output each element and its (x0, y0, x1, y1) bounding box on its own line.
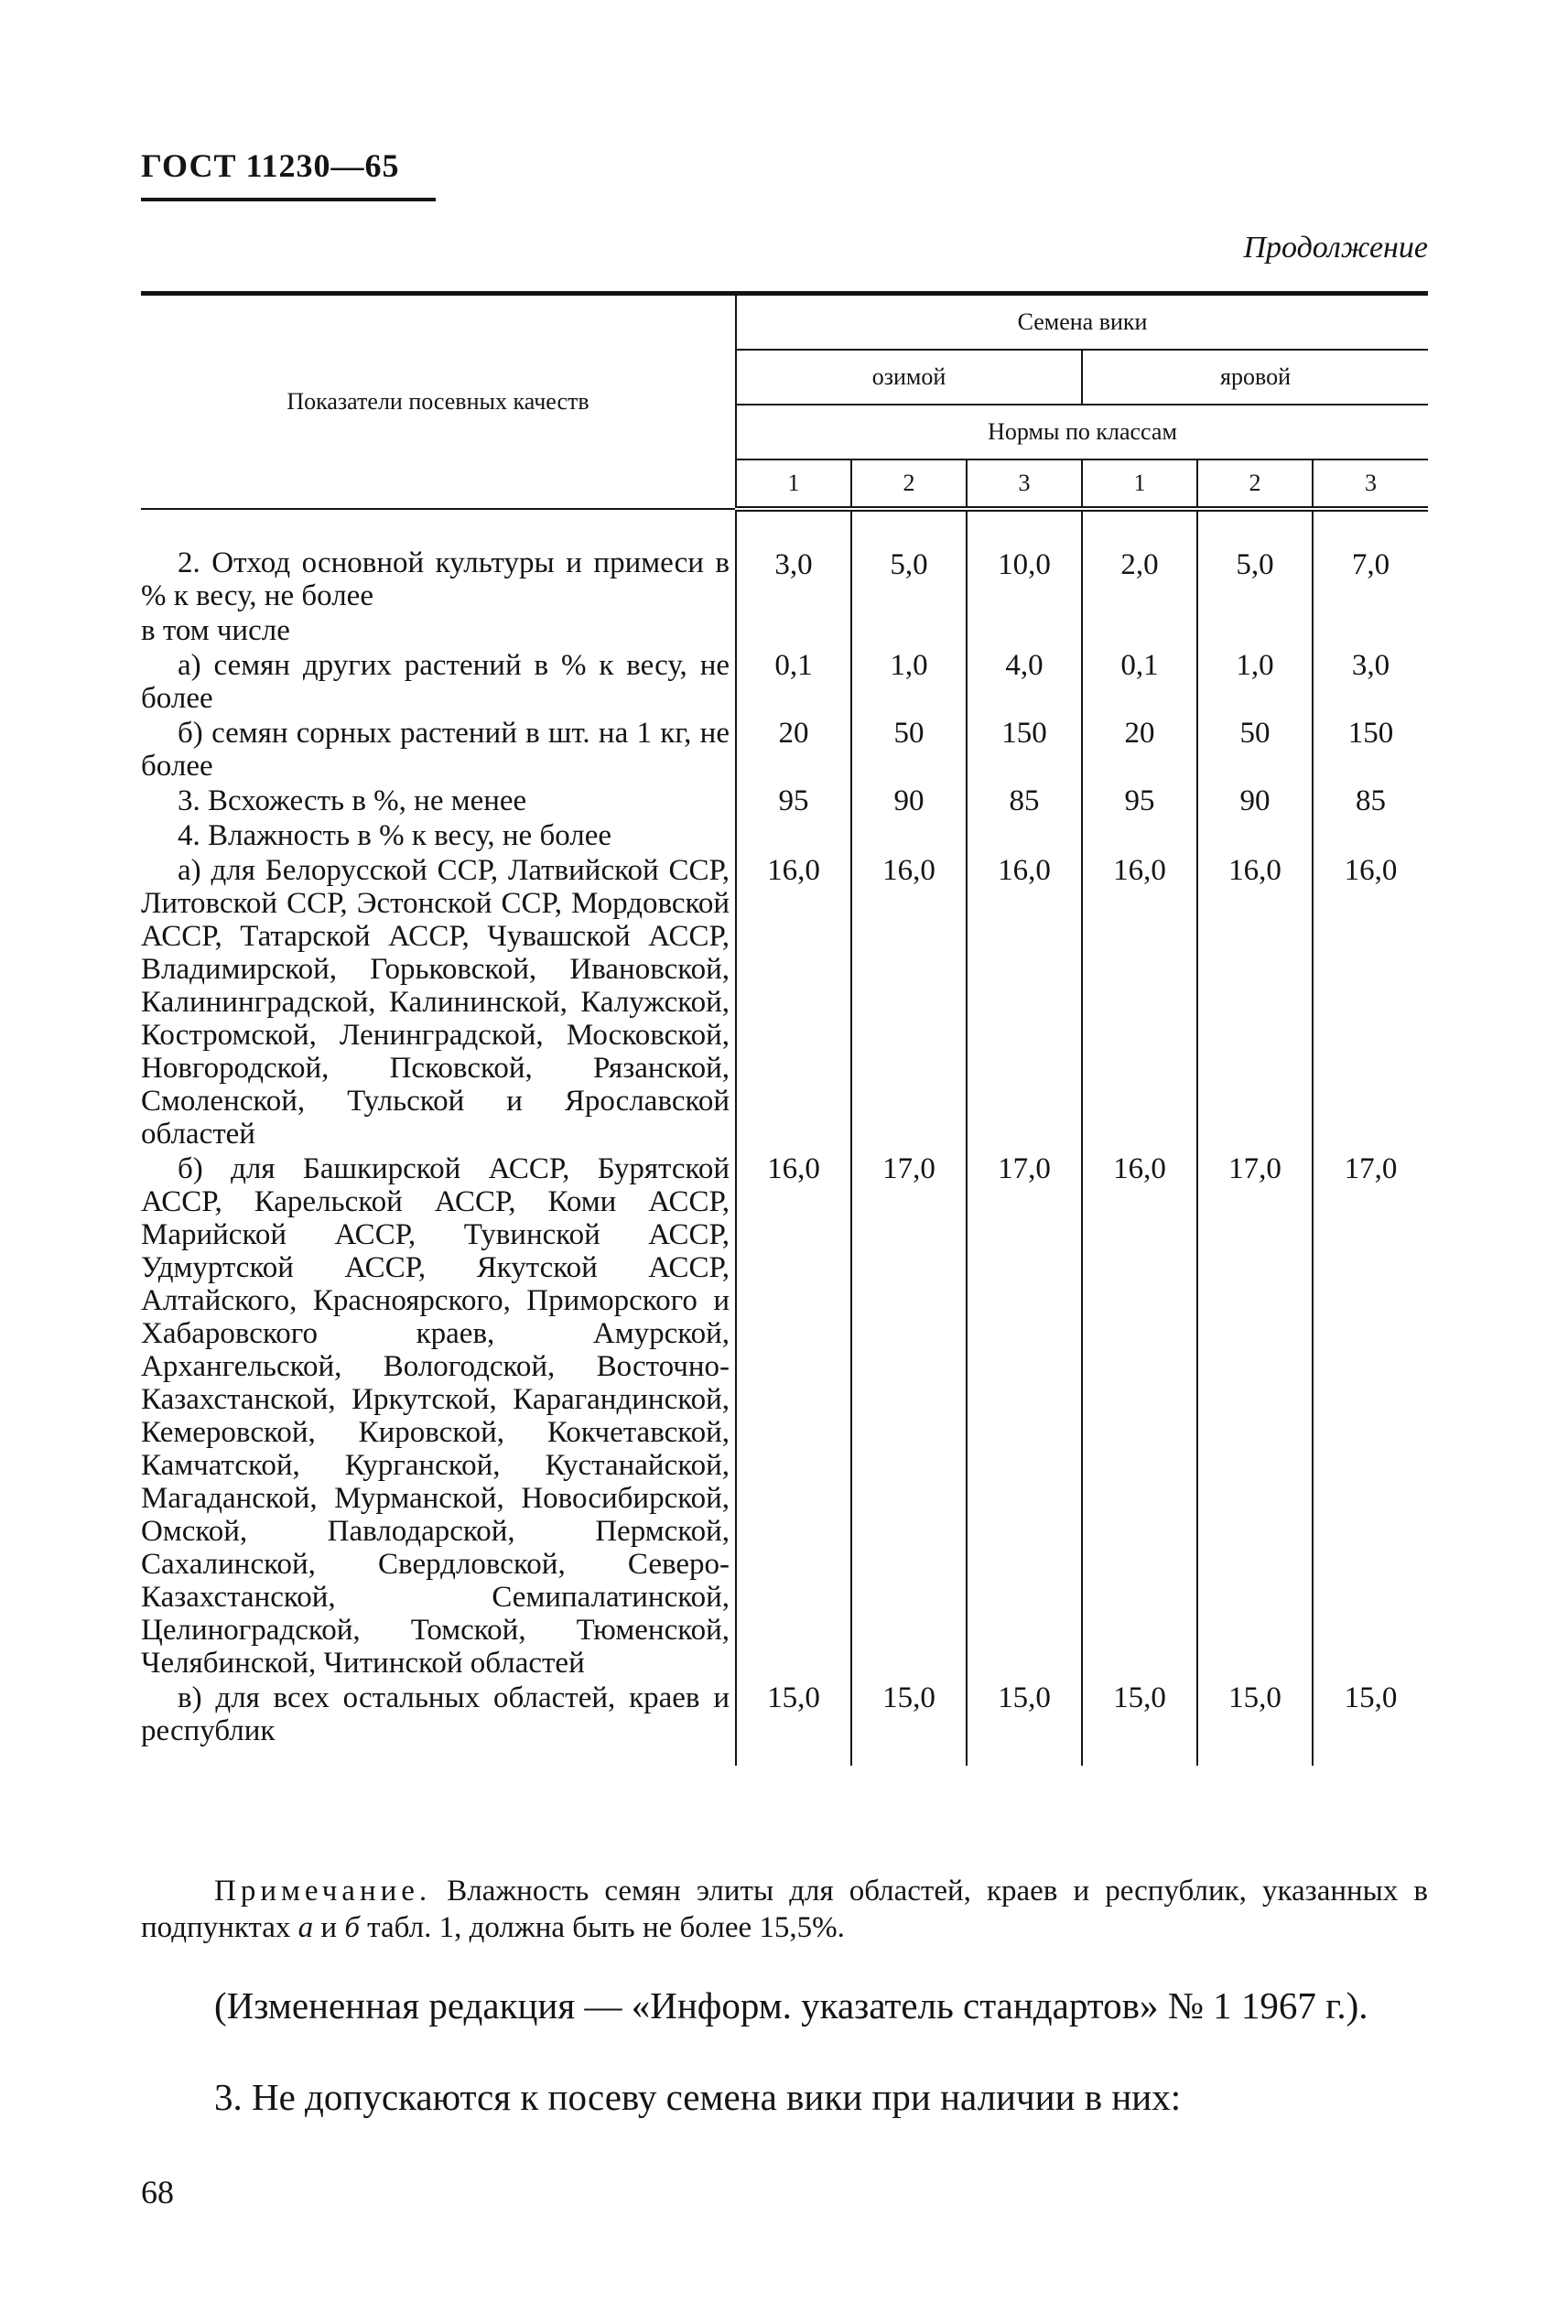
table-row (141, 509, 1428, 612)
class-header: 2 (851, 459, 967, 509)
standard-number: ГОСТ 11230—65 (141, 147, 400, 184)
table-cell: 17,0 (1197, 1151, 1313, 1680)
table-cell: 10,0 (967, 509, 1082, 612)
class-header: 3 (967, 459, 1082, 509)
table-cell: 0,1 (736, 647, 851, 715)
table-cell (967, 612, 1082, 647)
table-cell (736, 817, 851, 852)
row-label: а) для Белорусской ССР, Латвийской ССР, Литовской ССР, Эстонской ССР, Мордовской АССР, Татарской АССР, Чувашской АССР, Владимирской, Горьковской, Ивановской, Калининградской, Калининской, Калужской, Костромской, Ленинградской, Московской, Новгородской, Псковской, Рязанской, Смоленской, Тульской и Ярославской областей (141, 852, 736, 1151)
table-cell: 150 (967, 715, 1082, 783)
spring-vetch-header: яровой (1082, 350, 1428, 405)
table-cell: 90 (851, 783, 967, 817)
continuation-label: Продолжение (1243, 231, 1428, 265)
table-cell: 17,0 (967, 1151, 1082, 1680)
table-cell (851, 612, 967, 647)
table-cell (851, 817, 967, 852)
table-cell (736, 612, 851, 647)
row-label: а) семян других растений в % к весу, не более (141, 647, 736, 715)
row-label: б) семян сорных растений в шт. на 1 кг, не более (141, 715, 736, 783)
table-note (141, 1873, 1428, 1946)
clause-3: 3. Не допускаются к посеву семена вики при наличии в них: (214, 2076, 1182, 2118)
table-cell (1313, 817, 1428, 852)
table-cell: 85 (1356, 784, 1387, 817)
table-cell: 0,1 (1082, 647, 1197, 715)
table-cell: 150 (1347, 717, 1394, 750)
class-norms-header: Нормы по классам (736, 405, 1428, 459)
table-cell: 16,0 (1082, 852, 1197, 1151)
class-header: 2 (1197, 459, 1313, 509)
note-text-end: табл. 1, должна быть не более 15,5%. (359, 1911, 845, 1944)
table-cell: 5,0 (851, 509, 967, 612)
table-cell: 2,0 (1082, 509, 1197, 612)
table-cell: 15,0 (967, 1680, 1082, 1766)
table-cell: 20 (1082, 715, 1197, 783)
table-cell (1082, 612, 1197, 647)
table-cell: 16,0 (736, 852, 851, 1151)
row-label: 3. Всхожесть в %, не менее (141, 783, 736, 817)
note-label: Примечание. (214, 1875, 432, 1908)
table-row (141, 1680, 1428, 1766)
table-cell: 17,0 (851, 1151, 967, 1680)
indicators-column-header: Показатели посевных качеств (141, 294, 736, 510)
class-header: 3 (1313, 459, 1428, 509)
table-row (141, 647, 1428, 715)
table-cell: 16,0 (851, 852, 967, 1151)
table-cell: 7,0 (1351, 548, 1390, 581)
table-cell: 50 (1197, 715, 1313, 783)
table-row (141, 715, 1428, 783)
row-label: в том числе (141, 612, 736, 647)
winter-vetch-header: озимой (736, 350, 1082, 405)
table-cell: 4,0 (967, 647, 1082, 715)
amendment-reference: (Измененная редакция — «Информ. указатель стандартов» № 1 1967 г.). (214, 1984, 1368, 2027)
table-cell: 1,0 (1197, 647, 1313, 715)
table-row (141, 783, 1428, 817)
table-body (141, 509, 1428, 1766)
table-cell: 16,0 (1197, 852, 1313, 1151)
row-label: 2. Отход основной культуры и примеси в % к весу, не более (141, 509, 736, 612)
note-subitem-b: б (344, 1911, 360, 1944)
table-cell (1082, 817, 1197, 852)
table-cell: 20 (736, 715, 851, 783)
table-cell: 85 (967, 783, 1082, 817)
table-row (141, 852, 1428, 1151)
table-cell: 15,0 (1344, 1681, 1398, 1714)
table-cell: 15,0 (1082, 1680, 1197, 1766)
title-underline (141, 198, 436, 201)
table-cell (967, 817, 1082, 852)
table-cell: 90 (1197, 783, 1313, 817)
table-cell: 16,0 (1082, 1151, 1197, 1680)
table-row (141, 612, 1428, 647)
page-number: 68 (141, 2174, 174, 2211)
table-cell: 5,0 (1197, 509, 1313, 612)
table-cell: 16,0 (736, 1151, 851, 1680)
table-cell: 16,0 (1344, 854, 1398, 887)
row-label: б) для Башкирской АССР, Бурятской АССР, Карельской АССР, Коми АССР, Марийской АССР, Тувинской АССР, Удмуртской АССР, Якутской АССР, Алтайского, Красноярского, Приморского и Хабаровского краев, Амурской, Архангельской, Вологодской, Восточно-Казахстанской, Иркутской, Карагандинской, Кемеровской, Кировской, Кокчетавской, Камчатской, Курганской, Кустанайской, Магаданской, Мурманской, Новосибирской, Омской, Павлодарской, Пермской, Сахалинской, Свердловской, Северо-Казахстанской, Семипалатинской, Целиноградской, Томской, Тюменской, Челябинской, Читинской областей (141, 1151, 736, 1680)
table-cell: 15,0 (851, 1680, 967, 1766)
table-cell: 50 (851, 715, 967, 783)
table-header (141, 294, 1428, 510)
table-cell (1197, 612, 1313, 647)
table-cell (1313, 612, 1428, 647)
class-header: 1 (1082, 459, 1197, 509)
table-cell: 16,0 (967, 852, 1082, 1151)
table-row (141, 1151, 1428, 1680)
seed-group-header: Семена вики (736, 294, 1428, 351)
note-conjunction: и (313, 1911, 345, 1944)
table-cell (1197, 817, 1313, 852)
table-cell: 3,0 (1351, 649, 1390, 682)
class-header: 1 (736, 459, 851, 509)
table-row (141, 817, 1428, 852)
table-cell: 1,0 (851, 647, 967, 715)
note-subitem-a: а (297, 1911, 314, 1944)
table-cell: 15,0 (736, 1680, 851, 1766)
seed-quality-table (141, 291, 1428, 1766)
note-text: Влажность семян элиты для областей, краев и республик, указанных в подпунктах (141, 1875, 1428, 1944)
table-cell: 95 (736, 783, 851, 817)
table-cell: 17,0 (1344, 1152, 1398, 1185)
row-label: 4. Влажность в % к весу, не более (141, 817, 736, 852)
table-cell: 15,0 (1197, 1680, 1313, 1766)
table-cell: 3,0 (736, 509, 851, 612)
table-cell: 95 (1082, 783, 1197, 817)
row-label: в) для всех остальных областей, краев и республик (141, 1680, 736, 1766)
